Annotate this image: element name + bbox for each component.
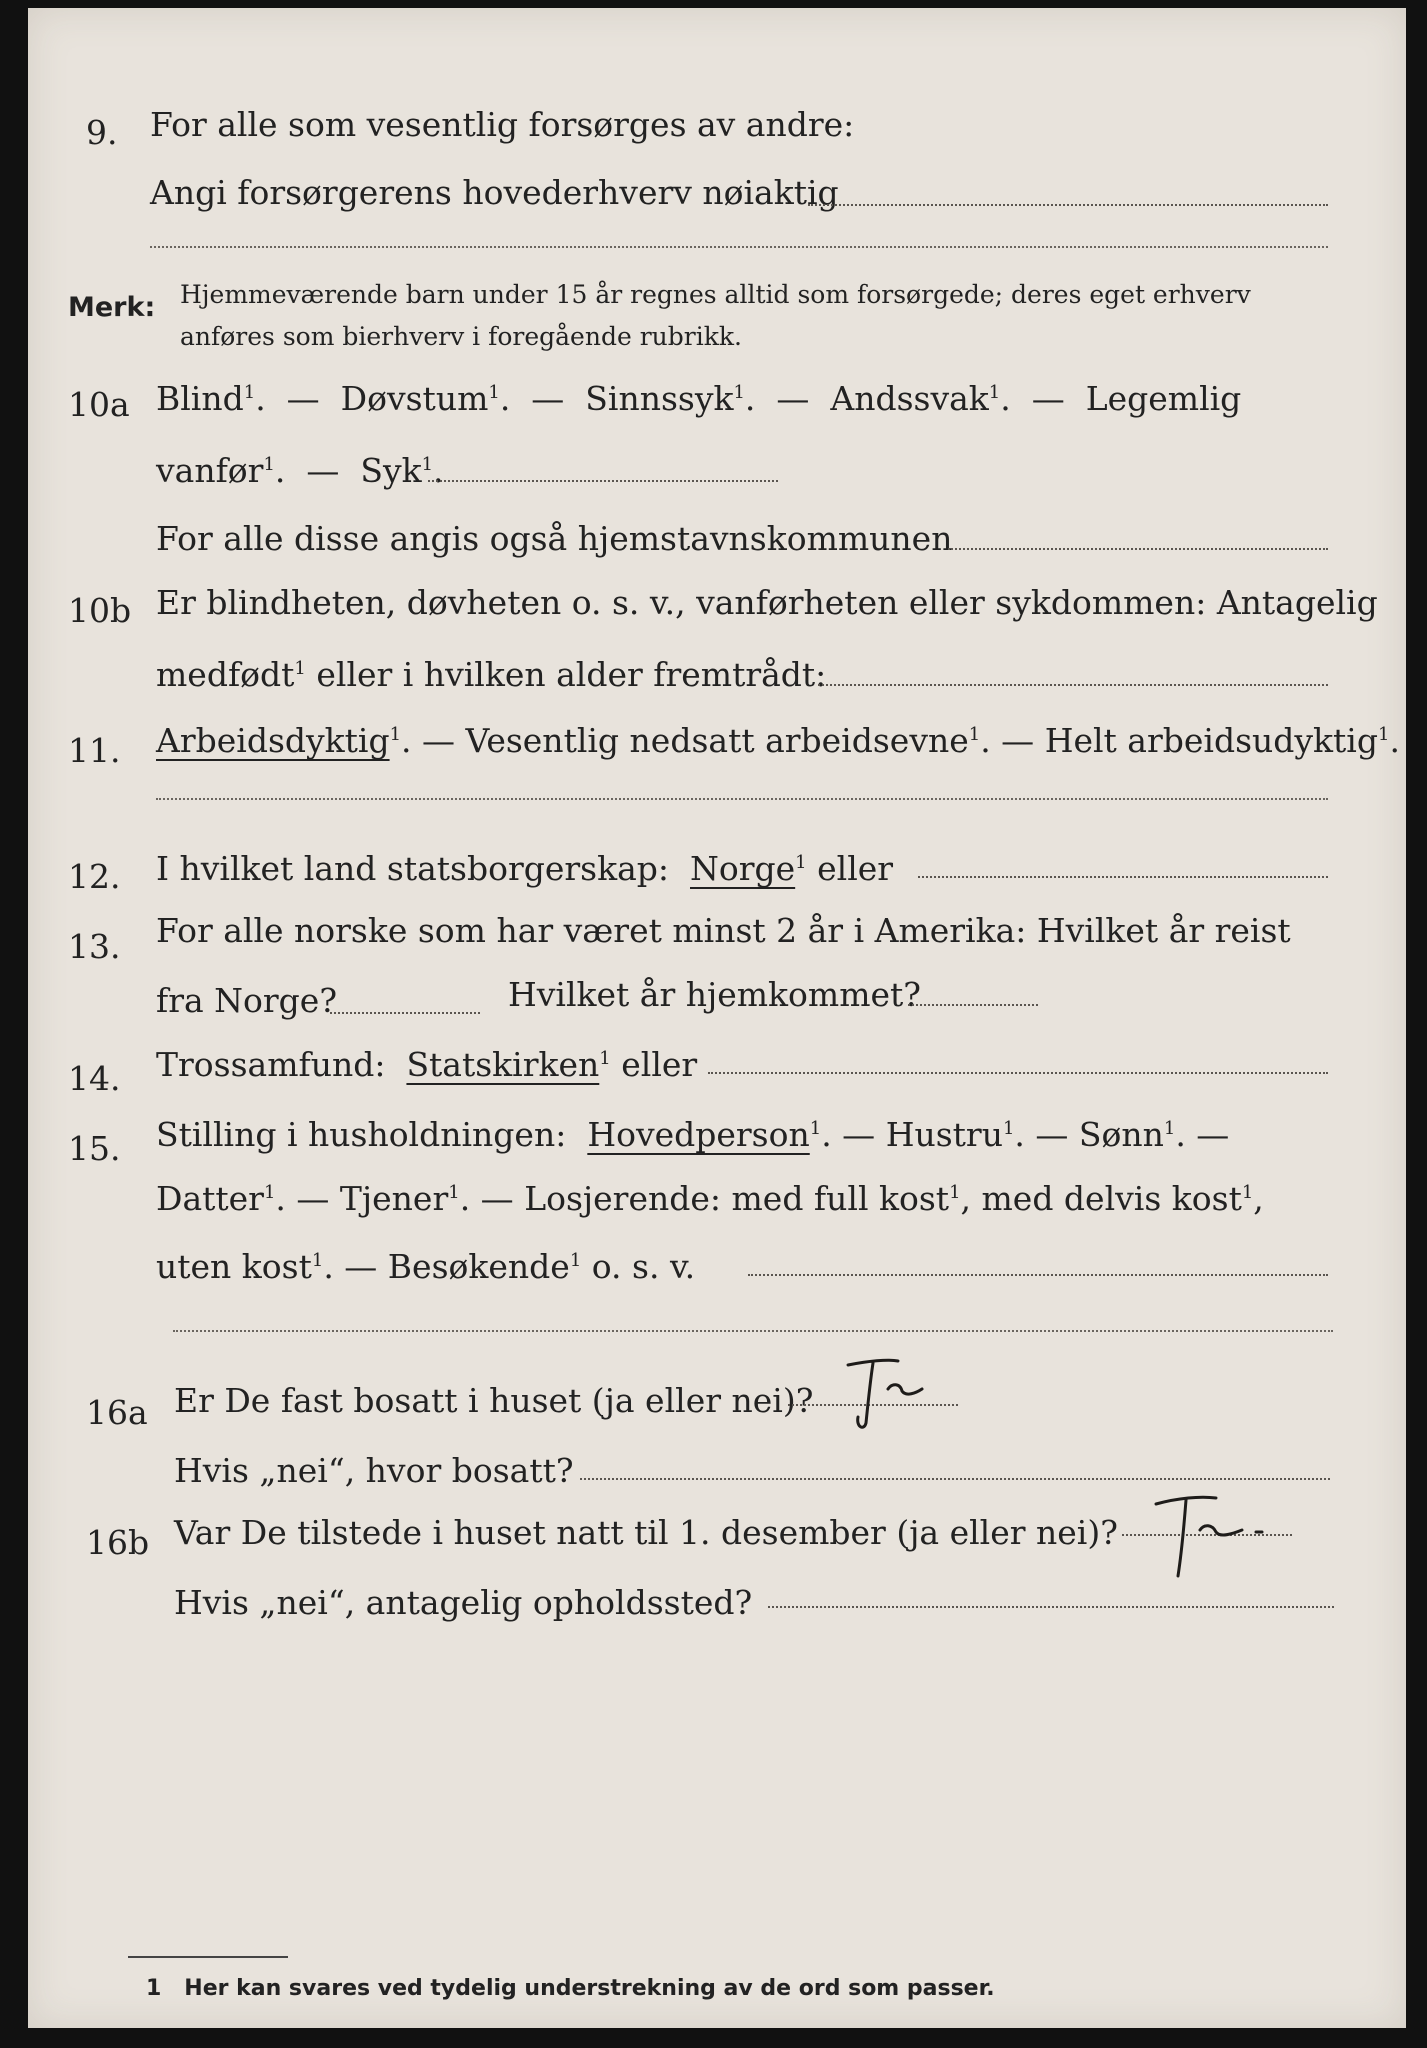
q15-line1: Stilling i husholdningen: Hovedperson$^1$. — Hustru$^1$. — Sønn$^1$. — bbox=[156, 1115, 1230, 1154]
footnote-ref: 1 bbox=[243, 382, 256, 403]
q15-delviskost: med delvis kost bbox=[981, 1179, 1242, 1218]
q15-answer-line bbox=[748, 1274, 1328, 1276]
footnote-ref: 1 bbox=[968, 724, 981, 745]
q9-separator bbox=[150, 246, 1328, 248]
q10a-sinnssyk: Sinnssyk bbox=[585, 379, 734, 418]
footnote-ref: 1 bbox=[311, 1250, 324, 1271]
merk-line1: Hjemmeværende barn under 15 år regnes alltid som forsørgede; deres eget erhverv bbox=[180, 280, 1251, 309]
q9-line1: For alle som vesentlig forsørges av andre: bbox=[150, 105, 855, 144]
footnote-ref: 1 bbox=[795, 852, 807, 873]
q10a-line1: Blind$^1$. — Døvstum$^1$. — Sinnssyk$^1$. — Andssvak$^1$. — Legemlig bbox=[156, 379, 1242, 418]
q9-line2: Angi forsørgerens hovederhverv nøiaktig bbox=[150, 173, 839, 212]
q10a-blind: Blind bbox=[156, 379, 244, 418]
merk-line2: anføres som bierhverv i foregående rubrikk. bbox=[180, 322, 742, 351]
footnote-ref: 1 bbox=[569, 1250, 582, 1271]
q12-norge: Norge bbox=[690, 849, 796, 888]
q15-number: 15. bbox=[68, 1129, 121, 1168]
footnote-ref: 1 bbox=[263, 454, 275, 475]
q16b-line2: Hvis „nei“, antagelig opholdssted? bbox=[174, 1583, 753, 1622]
footnote-ref: 1 bbox=[263, 1182, 276, 1203]
q12-answer-line bbox=[918, 876, 1328, 878]
q10a-number: 10a bbox=[68, 385, 130, 424]
q11-arbeidsdyktig: Arbeidsdyktig bbox=[156, 721, 390, 760]
footnote-ref: 1 bbox=[448, 1182, 460, 1203]
q15-separator bbox=[173, 1330, 1333, 1332]
q14-statskirken: Statskirken bbox=[406, 1045, 600, 1084]
q13-line1: For alle norske som har været minst 2 år i Amerika: Hvilket år reist bbox=[156, 911, 1291, 950]
footnote-ref: 1 bbox=[421, 454, 434, 475]
q15-prefix: Stilling i husholdningen: bbox=[156, 1115, 567, 1154]
q11-nedsatt: Vesentlig nedsatt arbeidsevne bbox=[465, 721, 969, 760]
q10a-hjemstavn-line bbox=[948, 548, 1328, 550]
footnote-rule bbox=[128, 1956, 288, 1958]
q15-losjerende: Losjerende: bbox=[524, 1179, 721, 1218]
q16a-line2: Hvis „nei“, hvor bosatt? bbox=[174, 1451, 574, 1490]
footnote-ref: 1 bbox=[809, 1118, 822, 1139]
q13-hjemkommet-line bbox=[908, 1004, 1038, 1006]
q10b-line1: Er blindheten, døvheten o. s. v., vanførheten eller sykdommen: Antagelig bbox=[156, 583, 1378, 622]
q16a-line1: Er De fast bosatt i huset (ja eller nei)? bbox=[174, 1381, 814, 1420]
merk-label: Merk: bbox=[68, 292, 156, 323]
q11-separator bbox=[156, 798, 1328, 800]
q10a-syk-line bbox=[428, 480, 778, 482]
q12-line1 bbox=[156, 849, 894, 888]
q15-osv: o. s. v. bbox=[591, 1247, 696, 1286]
q10a-andssvak: Andssvak bbox=[830, 379, 989, 418]
q10b-medfodt: medfødt bbox=[156, 655, 295, 694]
q16b-line1: Var De tilstede i huset natt til 1. desember (ja eller nei)? bbox=[174, 1513, 1118, 1552]
q11-number: 11. bbox=[68, 731, 121, 770]
q15-besokende: Besøkende bbox=[387, 1247, 570, 1286]
footnote-ref: 1 bbox=[1002, 1118, 1015, 1139]
footnote-ref: 1 bbox=[988, 382, 1001, 403]
q12-number: 12. bbox=[68, 857, 121, 896]
q16a-number: 16a bbox=[86, 1393, 148, 1432]
q13-reist-line bbox=[330, 1012, 480, 1014]
q9-number: 9. bbox=[86, 113, 118, 152]
q15-fullkost: med full kost bbox=[731, 1179, 950, 1218]
q10a-dovstum: Døvstum bbox=[340, 379, 489, 418]
q13-part1: fra Norge? bbox=[156, 981, 338, 1020]
q15-hovedperson: Hovedperson bbox=[587, 1115, 810, 1154]
q12-eller: eller bbox=[817, 849, 894, 888]
census-form-page bbox=[28, 8, 1406, 2028]
q10b-line2 bbox=[156, 655, 827, 694]
q15-tjener: Tjener bbox=[339, 1179, 449, 1218]
footnote-mark: 1 bbox=[146, 1976, 162, 2001]
footnote-ref: 1 bbox=[488, 382, 500, 403]
q13-number: 13. bbox=[68, 927, 121, 966]
q10b-answer-line bbox=[818, 684, 1328, 686]
footnote-ref: 1 bbox=[389, 724, 402, 745]
q10a-vanfor: vanfør bbox=[156, 451, 264, 490]
footnote bbox=[146, 1976, 995, 2001]
q14-answer-line bbox=[708, 1072, 1328, 1074]
q16b-opholdssted-line bbox=[768, 1606, 1334, 1608]
q11-line1: Arbeidsdyktig$^1$. — Vesentlig nedsatt arbeidsevne$^1$. — Helt arbeidsudyktig$^1$. bbox=[156, 721, 1400, 760]
footnote-ref: 1 bbox=[1377, 724, 1390, 745]
q10a-line2: vanfør$^1$. — Syk$^1$. bbox=[156, 451, 444, 490]
footnote-ref: 1 bbox=[599, 1048, 611, 1069]
q15-hustru: Hustru bbox=[885, 1115, 1003, 1154]
q10a-legemlig: Legemlig bbox=[1085, 379, 1242, 418]
q10a-syk: Syk bbox=[360, 451, 422, 490]
footnote-text: Her kan svares ved tydelig understrekning av de ord som passer. bbox=[184, 1976, 995, 2001]
q16a-handwritten-answer bbox=[828, 1353, 948, 1433]
q10b-number: 10b bbox=[68, 591, 132, 630]
q16a-bosatt-line bbox=[580, 1478, 1330, 1480]
q15-line3: uten kost$^1$. — Besøkende$^1$ o. s. v. bbox=[156, 1247, 696, 1286]
q15-sonn: Sønn bbox=[1078, 1115, 1164, 1154]
q13-part2: Hvilket år hjemkommet? bbox=[508, 975, 921, 1014]
q14-prefix: Trossamfund: bbox=[156, 1045, 386, 1084]
footnote-ref: 1 bbox=[1241, 1182, 1254, 1203]
q12-prefix: I hvilket land statsborgerskap: bbox=[156, 849, 670, 888]
footnote-ref: 1 bbox=[1163, 1118, 1176, 1139]
q14-eller: eller bbox=[621, 1045, 698, 1084]
q9-answer-line bbox=[808, 204, 1328, 206]
q10a-line3: For alle disse angis også hjemstavnskommunen bbox=[156, 519, 953, 558]
q15-datter: Datter bbox=[156, 1179, 264, 1218]
q14-line1 bbox=[156, 1045, 698, 1084]
q16b-number: 16b bbox=[86, 1523, 150, 1562]
q11-udyktig: Helt arbeidsudyktig bbox=[1044, 721, 1378, 760]
q16b-handwritten-answer bbox=[1138, 1486, 1288, 1586]
footnote-ref: 1 bbox=[294, 658, 306, 679]
q14-number: 14. bbox=[68, 1059, 121, 1098]
q10b-rest: eller i hvilken alder fremtrådt: bbox=[316, 655, 827, 694]
footnote-ref: 1 bbox=[733, 382, 745, 403]
footnote-ref: 1 bbox=[949, 1182, 961, 1203]
q15-line2: Datter$^1$. — Tjener$^1$. — Losjerende: med full kost$^1$, med delvis kost$^1$, bbox=[156, 1179, 1264, 1218]
q15-utenkost: uten kost bbox=[156, 1247, 312, 1286]
